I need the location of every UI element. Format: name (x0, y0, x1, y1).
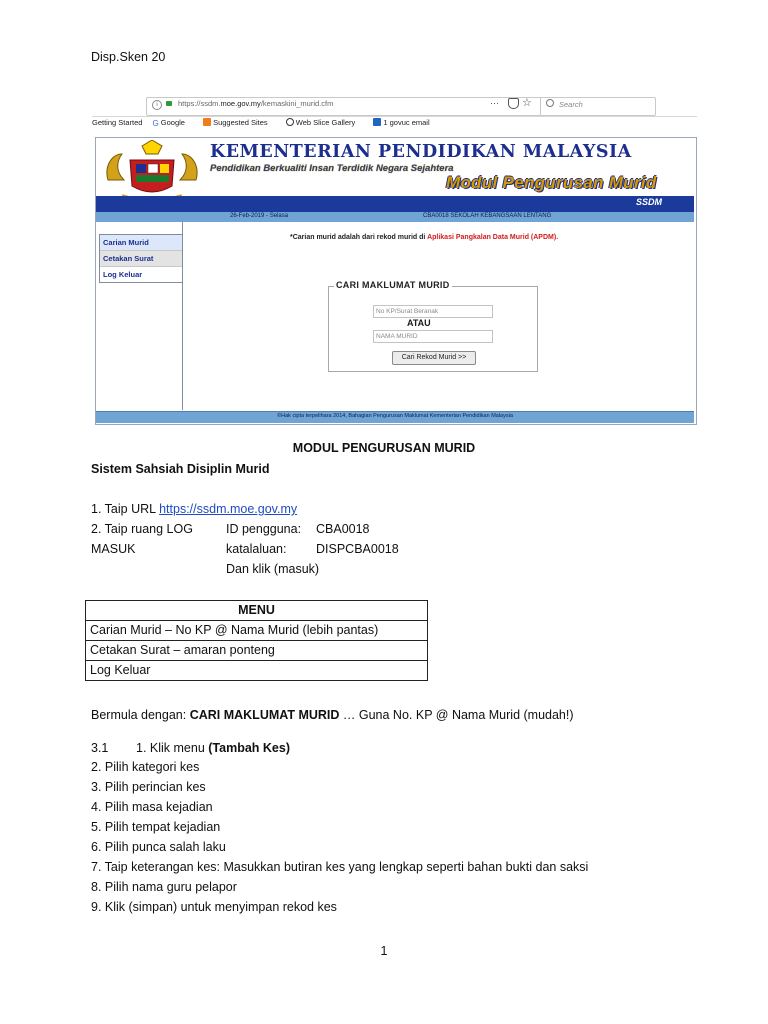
lock-icon (166, 101, 172, 106)
search-notice: *Carian murid adalah dari rekod murid di Aplikasi Pangkalan Data Murid (APDM). (290, 234, 559, 241)
site-menu (99, 234, 183, 283)
menu-table (85, 600, 428, 681)
search-student-button[interactable]: Cari Rekod Murid >> (392, 351, 476, 365)
bookmark-google[interactable]: G Google (152, 118, 185, 128)
step-item: 3. Pilih perincian kes (91, 780, 206, 794)
school-name: CBA0018 SEKOLAH KEBANGSAAN LENTANG (423, 213, 552, 219)
step-item: 2. Pilih kategori kes (91, 760, 200, 774)
bookmark-web-slice-gallery[interactable]: Web Slice Gallery (286, 118, 363, 127)
ministry-title: KEMENTERIAN PENDIDIKAN MALAYSIA (210, 142, 632, 162)
info-bar (96, 212, 694, 222)
doc-subheading: Sistem Sahsiah Disiplin Murid (91, 462, 270, 476)
outlook-icon (373, 118, 381, 126)
step-tambah-kes: 1. Klik menu (Tambah Kes) (136, 741, 290, 755)
menu-carian-murid[interactable]: Carian Murid (100, 235, 182, 251)
google-icon: G (152, 119, 159, 128)
info-icon[interactable]: i (152, 100, 162, 110)
step-1: 1. Taip URL https://ssdm.moe.gov.my (91, 502, 298, 516)
doc-heading: MODUL PENGURUSAN MURID (292, 441, 476, 455)
ssdm-url-link[interactable]: https://ssdm.moe.gov.my (159, 502, 298, 516)
step-item: 5. Pilih tempat kejadian (91, 820, 221, 834)
bookmark-star-icon[interactable]: ☆ (522, 97, 532, 109)
page-number: 1 (380, 944, 388, 958)
search-icon (546, 99, 554, 107)
step-item: 9. Klik (simpan) untuk menyimpan rekod kes (91, 900, 337, 914)
menu-table-row: Cetakan Surat – amaran ponteng (86, 641, 428, 661)
menu-table-header: MENU (86, 601, 428, 621)
password-label: katalaluan: (226, 542, 287, 556)
menu-cetakan-surat[interactable]: Cetakan Surat (100, 251, 182, 267)
current-date: 26-Feb-2019 - Selasa (230, 213, 289, 219)
search-placeholder: Search (559, 100, 583, 109)
header-band (96, 196, 694, 212)
copyright-text: ©Hak cipta terpelihara 2014, Bahagian Pengurusan Maklumat Kementerian Pendidikan Malaysia (277, 413, 513, 419)
step-item: 6. Pilih punca salah laku (91, 840, 226, 854)
kp-number-input[interactable]: No KP/Surat Beranak (373, 305, 493, 318)
search-legend: CARI MAKLUMAT MURID (336, 280, 450, 290)
module-title: Modul Pengurusan Murid (446, 173, 657, 192)
start-instruction: Bermula dengan: CARI MAKLUMAT MURID … Guna No. KP @ Nama Murid (mudah!) (91, 708, 574, 722)
step-item: 4. Pilih masa kejadian (91, 800, 213, 814)
page-header-label: Disp.Sken 20 (91, 50, 166, 64)
menu-table-row: Log Keluar (86, 661, 428, 681)
step-2-line-2: MASUK (91, 542, 136, 556)
pocket-icon[interactable] (508, 98, 519, 109)
bookmark-govuc-email[interactable]: 1 govuc email (373, 118, 437, 127)
step-item: 8. Pilih nama guru pelapor (91, 880, 237, 894)
suggested-sites-icon (203, 118, 211, 126)
ssdm-logo-text: SSDM (636, 197, 663, 207)
user-id-label: ID pengguna: (226, 522, 302, 536)
bookmark-getting-started[interactable]: Getting Started (92, 118, 143, 127)
step-2-line-1: 2. Taip ruang LOG (91, 522, 193, 536)
ministry-tagline: Pendidikan Berkualiti Insan Terdidik Negara Sejahtera (210, 163, 454, 174)
click-login-text: Dan klik (masuk) (226, 562, 320, 576)
password-value: DISPCBA0018 (316, 542, 399, 556)
search-input[interactable] (540, 97, 656, 116)
or-label: ATAU (407, 318, 431, 328)
address-url[interactable]: https://ssdm.moe.gov.my/kemaskini_murid.cfm (178, 99, 334, 108)
step-item: 7. Taip keterangan kes: Masukkan butiran kes yang lengkap seperti bahan bukti dan saksi (91, 860, 589, 874)
menu-table-row: Carian Murid – No KP @ Nama Murid (lebih pantas) (86, 621, 428, 641)
user-id-value: CBA0018 (316, 522, 370, 536)
globe-icon (286, 118, 294, 126)
menu-log-keluar[interactable]: Log Keluar (100, 267, 182, 282)
bookmark-suggested-sites[interactable]: Suggested Sites (203, 118, 276, 127)
student-name-input[interactable]: NAMA MURID (373, 330, 493, 343)
page-actions-menu-icon[interactable]: ··· (490, 98, 499, 108)
section-3-1-number: 3.1 (91, 741, 109, 755)
bookmarks-toolbar (92, 118, 446, 128)
